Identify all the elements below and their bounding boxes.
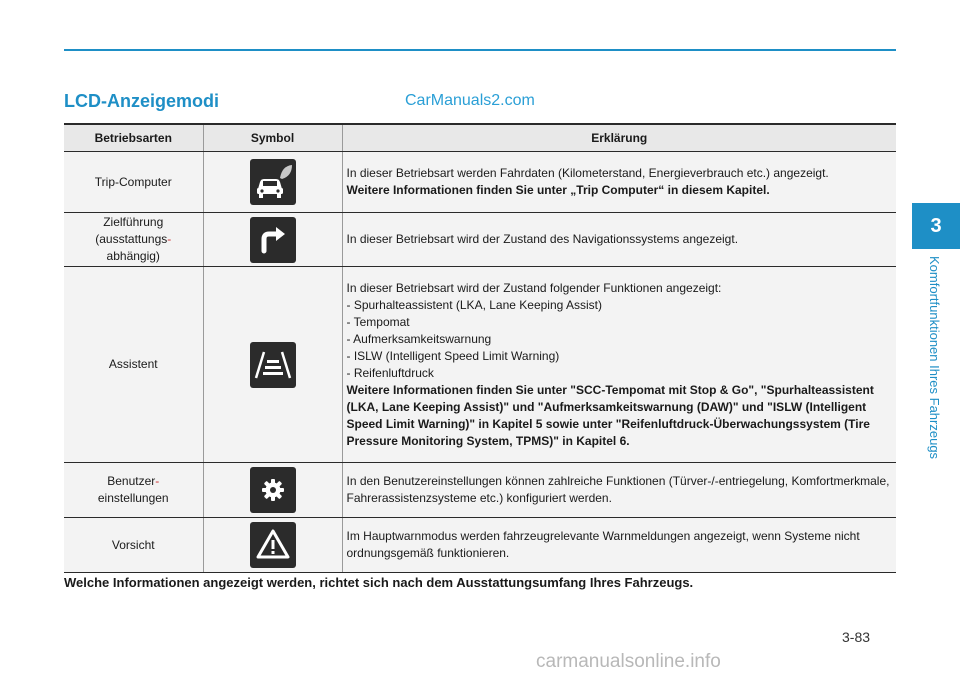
- mode-description: In den Benutzereinstellungen können zahlreiche Funktionen (Türver-/-entriegelung, Komfortmerkmale, Fahrerassistenzsysteme etc.) konfiguriert werden.: [342, 463, 896, 518]
- table-row-user-settings: [64, 463, 896, 518]
- mode-name: Trip-Computer: [64, 152, 203, 213]
- mode-name: [64, 213, 203, 267]
- column-header-explanation: Erklärung: [342, 124, 896, 152]
- warning-triangle-icon: [250, 522, 296, 568]
- mode-name-line: einstellungen: [97, 491, 169, 505]
- car-leaf-icon: [250, 159, 296, 205]
- mode-name: Assistent: [64, 267, 203, 463]
- section-title: LCD-Anzeigemodi: [64, 91, 219, 111]
- mode-name: [64, 463, 203, 518]
- table-row-navigation: [64, 213, 896, 267]
- footnote: Welche Informationen angezeigt werden, richtet sich nach dem Ausstattungsumfang Ihres Fahrzeugs.: [64, 575, 694, 590]
- mode-description: In dieser Betriebsart wird der Zustand des Navigationssystems angezeigt.: [342, 213, 896, 267]
- function-item: - Reifenluftdruck: [346, 365, 434, 380]
- function-item: - Tempomat: [346, 314, 410, 329]
- mode-name: Vorsicht: [64, 518, 203, 573]
- mode-name-line: Benutzer-: [107, 474, 160, 488]
- mode-description: Im Hauptwarnmodus werden fahrzeugrelevante Warnmeldungen angezeigt, wenn Systeme nicht ordnungsgemäß funktionieren.: [342, 518, 896, 573]
- turn-right-arrow-icon: [250, 217, 296, 263]
- mode-name-line: abhängig): [106, 249, 160, 263]
- watermark-link[interactable]: CarManuals2.com: [405, 92, 535, 109]
- table-row-trip-computer: [64, 152, 896, 213]
- chapter-title: Komfortfunktionen Ihres Fahrzeugs: [927, 256, 942, 460]
- hyphen-mark: -: [155, 474, 160, 488]
- mode-description: In dieser Betriebsart werden Fahrdaten (Kilometerstand, Energieverbrauch etc.) angezeigt.: [346, 166, 829, 180]
- mode-name-line: (ausstattungs-: [95, 232, 172, 246]
- table-row-assistant: [64, 267, 896, 463]
- mode-name-line: Zielführung: [103, 215, 164, 229]
- function-item: - ISLW (Intelligent Speed Limit Warning): [346, 348, 560, 363]
- column-header-symbol: Symbol: [203, 124, 342, 152]
- column-header-modes: Betriebsarten: [64, 124, 203, 152]
- lcd-modes-table: [64, 123, 896, 573]
- header-rule: [64, 49, 896, 51]
- page-number: 3-83: [842, 629, 871, 645]
- lane-assist-icon: [250, 342, 296, 388]
- mode-intro: In dieser Betriebsart wird der Zustand folgender Funktionen angezeigt:: [346, 280, 722, 295]
- source-watermark: carmanualsonline.info: [536, 651, 721, 672]
- function-item: - Aufmerksamkeitswarnung: [346, 331, 492, 346]
- chapter-tab: 3: [912, 203, 960, 249]
- mode-reference: Weitere Informationen finden Sie unter „Trip Computer“ in diesem Kapitel.: [346, 183, 770, 197]
- mode-reference: Weitere Informationen finden Sie unter "SCC-Tempomat mit Stop & Go", "Spurhalteassistent (LKA, Lane Keeping Assist)" und "Aufmerksamkeitswarnung (DAW)" und "ISLW (Intelligent Speed Limit Warning)" in Kapitel 5 sowie unter "Reifenluftdruck-Überwachungssystem (Tire Pressure Monitoring System, TPMS)" in Kapitel 6.: [346, 382, 874, 448]
- hyphen-mark: -: [167, 232, 172, 246]
- table-row-warning: [64, 518, 896, 573]
- table-header-row: [64, 124, 896, 152]
- gear-icon: [250, 467, 296, 513]
- function-item: - Spurhalteassistent (LKA, Lane Keeping Assist): [346, 297, 602, 312]
